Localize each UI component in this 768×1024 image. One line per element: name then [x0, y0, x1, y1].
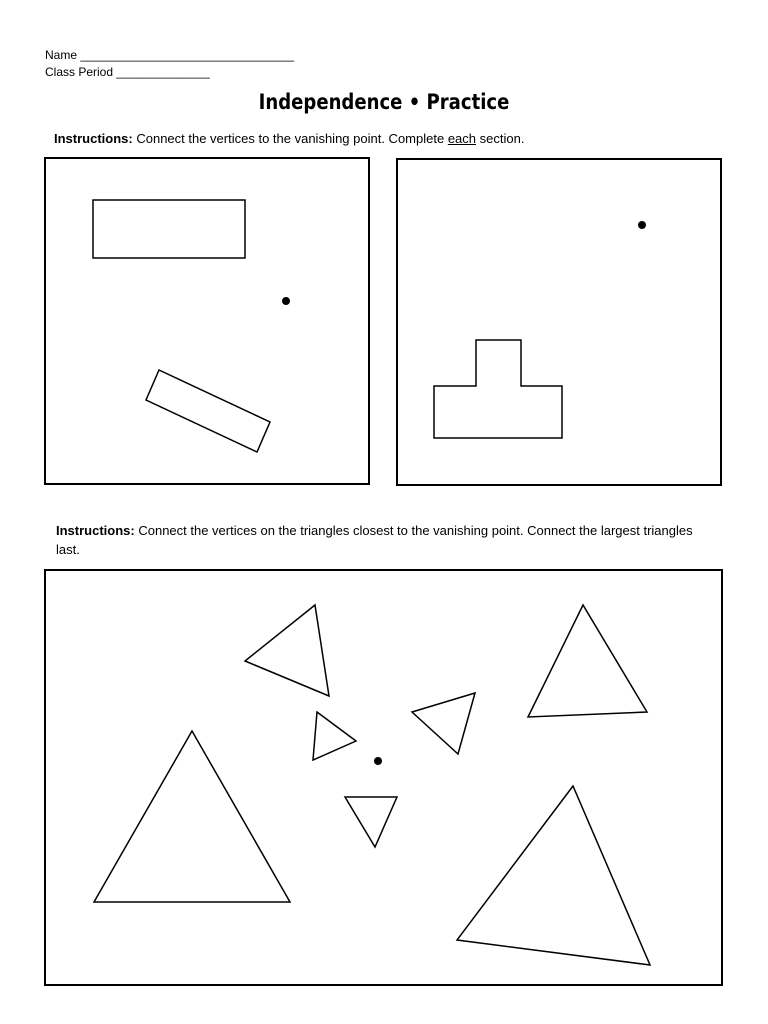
triangle-shape [313, 712, 356, 760]
instructions-text: Connect the vertices to the vanishing point. Complete [132, 131, 448, 146]
triangle-shape [245, 605, 329, 696]
vanishing-point [282, 297, 290, 305]
name-field[interactable]: Name ________________________________ [45, 48, 294, 62]
t-shape [434, 340, 562, 438]
triangle-shape [412, 693, 475, 754]
instructions-emphasis: each [447, 131, 477, 146]
class-period-field[interactable]: Class Period ______________ [45, 65, 210, 79]
instructions-text-end: section. [476, 131, 525, 146]
tilted-rectangle-shape [146, 370, 270, 452]
vanishing-point [638, 221, 646, 229]
rectangle-shape [93, 200, 245, 258]
instructions-label: Instructions: [54, 131, 133, 146]
vanishing-point [374, 757, 382, 765]
triangle-shape [345, 797, 397, 847]
page-title: Independence • Practice [258, 90, 510, 114]
instructions-text: Connect the vertices on the triangles closest to the vanishing point. Connect the largest triangles last. [56, 523, 693, 557]
triangle-shape [528, 605, 647, 717]
instructions-label: Instructions: [56, 523, 135, 538]
triangle-shape [457, 786, 650, 965]
triangle-shape [94, 731, 290, 902]
